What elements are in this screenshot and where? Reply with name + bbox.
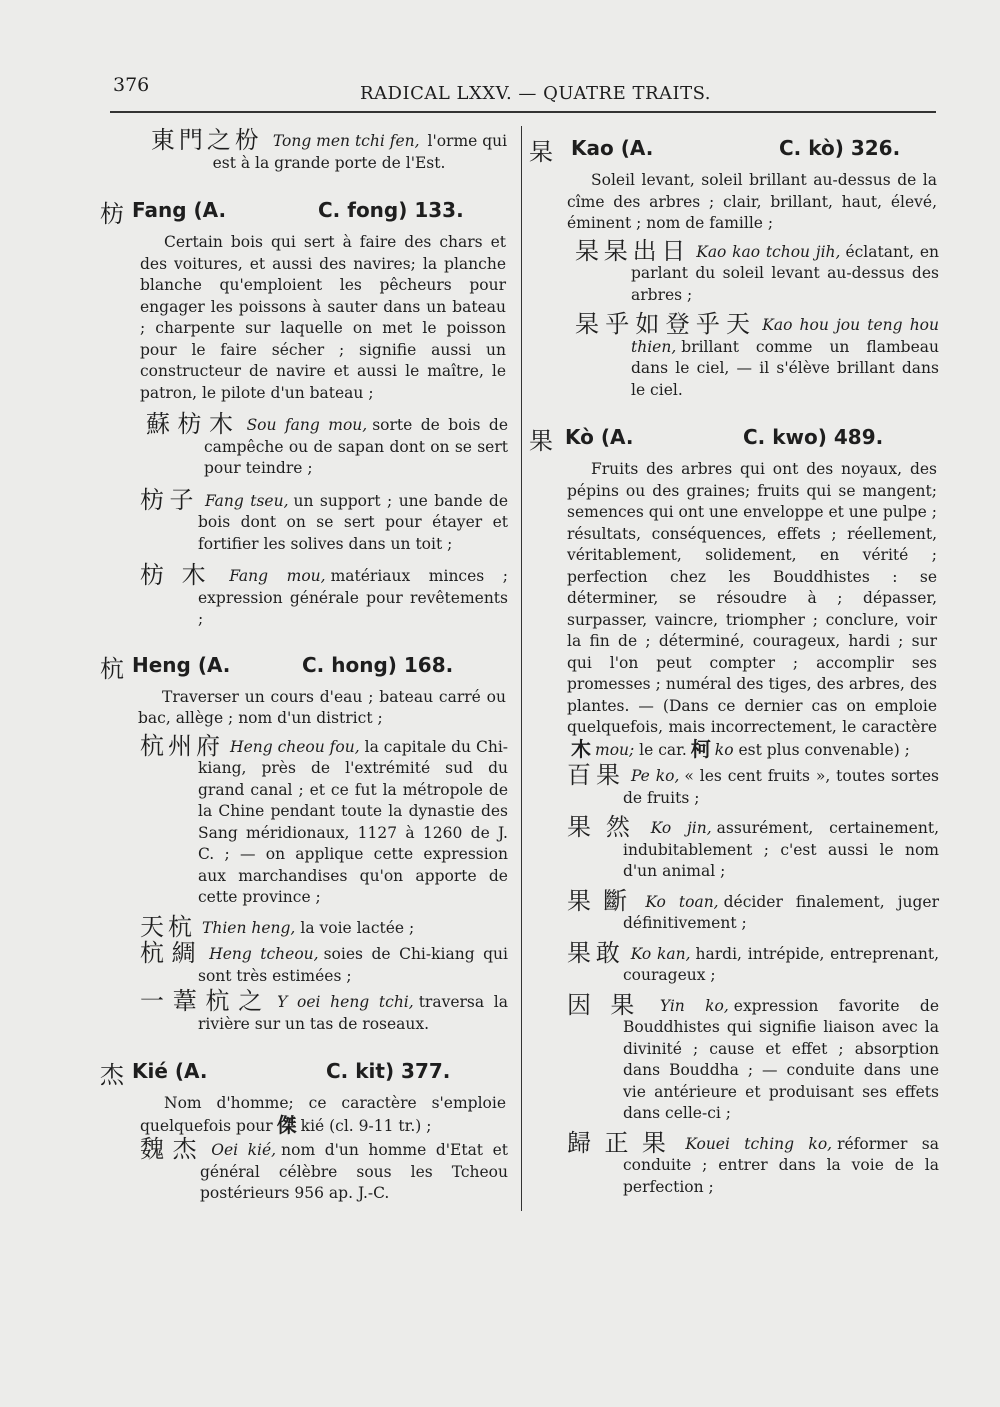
compound-chars: 百果 — [567, 761, 625, 789]
compound-chars: 杲杲出日 — [575, 236, 691, 265]
compound-entry — [529, 813, 939, 883]
transcription: Thien heng, — [202, 918, 296, 937]
gloss: hardi, intrépide, entreprenant, courageux ; — [623, 944, 940, 984]
headword-mandarin: Kao (A. — [571, 136, 654, 160]
compound-chars: 杭綢 — [140, 939, 204, 967]
inline-char: 柯 — [690, 736, 711, 761]
transcription: Fang tseu, — [204, 491, 289, 510]
right-column — [529, 128, 939, 1198]
transcription: Pe ko, — [630, 767, 680, 785]
headword-cantonese: C. hong) 168. — [302, 652, 454, 677]
compound-chars: 杭州府 — [140, 731, 225, 760]
compound-entry — [100, 912, 508, 941]
compound-chars: 蘇枋木 — [146, 410, 241, 438]
page-number: 376 — [113, 74, 150, 96]
headword-char: 枋 — [100, 200, 124, 228]
headword-mandarin: Kié (A. — [132, 1059, 208, 1083]
transcription: Ko jin, — [650, 819, 712, 837]
transcription: Tong men tchi fen, — [272, 132, 420, 150]
compound-chars: 杲乎如登乎天 — [575, 310, 757, 338]
definition: Traverser un cours d'eau ; bateau carré ou bac, allège ; nom d'un district ; — [138, 687, 506, 727]
compound-entry — [529, 886, 940, 935]
entry-heading — [100, 649, 508, 687]
compound-chars: 因果 — [567, 990, 654, 1019]
gloss: la voie lactée ; — [300, 918, 415, 937]
transcription: Yin ko, — [659, 996, 729, 1015]
compound-chars: 一葦杭之 — [140, 987, 272, 1015]
transcription: Heng tcheou, — [209, 945, 319, 963]
transcription: Heng cheou fou, — [230, 737, 360, 756]
entry-kao — [529, 132, 939, 401]
definition — [567, 459, 937, 761]
gloss: réformer sa conduite ; entrer dans la voie de la perfection ; — [623, 1134, 939, 1196]
headword-cantonese: C. kò) 326. — [779, 136, 901, 160]
headword-char: 杰 — [100, 1061, 124, 1089]
compound-entry — [529, 990, 939, 1125]
headword-mandarin: Heng (A. — [132, 652, 231, 677]
gloss: la capitale du Chi-kiang, près de l'extrémité sud du grand canal ; et ce fut la métropole de la Chine pendant toute la dynastie des Sang méridionaux, 1127 à 1260 de J. C. ; — on applique cette expression aux marchandises qu'on apporte de cette province ; — [198, 737, 509, 906]
gloss: un support ; une bande de bois dont on se sert pour étayer et fortifier les solives dans un toit ; — [198, 491, 508, 553]
transcription: Kao kao tchou jih, — [696, 242, 841, 261]
headword-char: 杭 — [100, 654, 124, 683]
transcription: Y oei heng tchi, — [277, 993, 414, 1011]
compound-entry — [529, 761, 940, 809]
transcription: Ko toan, — [645, 892, 719, 911]
running-title: RADICAL LXXV. — QUATRE TRAITS. — [360, 83, 712, 104]
transcription: Sou fang mou, — [246, 416, 368, 434]
definition-text: Nom d'homme; ce caractère s'emploie quelquefois pour — [140, 1094, 506, 1135]
definition — [140, 1093, 506, 1137]
compound-entry — [529, 938, 940, 987]
continued-entry — [150, 126, 508, 174]
compound-chars: 果然 — [567, 813, 645, 841]
entry-heading — [529, 421, 939, 459]
compound-chars: 天杭 — [140, 912, 196, 941]
header-rule — [110, 111, 936, 113]
gloss: nom d'un homme d'Etat et général célèbre sous les Tcheou postérieurs 956 ap. J.-C. — [200, 1141, 509, 1202]
inline-char: 傑 — [276, 1112, 297, 1137]
compound-chars: 東門之枌 — [150, 126, 263, 154]
definition: Soleil levant, soleil brillant au-dessus de la cîme des arbres ; clair, brillant, haut, élevé, éminent ; nom de famille ; — [567, 171, 937, 232]
headword-cantonese: C. kit) 377. — [326, 1059, 451, 1083]
entry-kie — [100, 1055, 508, 1205]
compound-entry — [100, 485, 508, 556]
compound-entry — [100, 1135, 509, 1205]
gloss: matériaux minces ; expression générale pour revêtements ; — [198, 567, 509, 628]
gloss: soies de Chi-kiang qui sont très estimées ; — [198, 945, 508, 985]
definition-text: Fruits des arbres qui ont des noyaux, des pépins ou des graines; fruits qui se mangent; semences qui ont une enveloppe et une pulpe ; résultats, conséquences, effets ; réellement, véritablement, solidement, en vérité ; perfection chez les Bouddhistes : se déterminer, se résoudre à ; dépasser, surpasser, vaincre, triompher ; conclure, voir la fin de ; déterminé, courageux, hardi ; sur qui l'on peut compter ; accomplir ses promesses ; numéral des tiges, des arbres, des plantes. — (Dans ce dernier cas on emploie quelquefois, mais incorrectement, le caractère — [567, 460, 937, 736]
gloss: éclatant, en parlant du soleil levant au-dessus des arbres ; — [631, 242, 940, 304]
headword-char: 杲 — [529, 138, 553, 166]
headword-char: 果 — [529, 427, 553, 455]
transcription: Oei kié, — [211, 1141, 277, 1159]
compound-entry — [100, 987, 509, 1035]
definition-text: est plus convenable) ; — [738, 740, 910, 759]
entry-heading — [100, 194, 508, 232]
compound-chars: 果敢 — [567, 938, 625, 967]
headword-cantonese: C. fong) 133. — [318, 198, 464, 222]
gloss: décider finalement, juger définitivement ; — [623, 892, 940, 932]
gloss: expression favorite de Bouddhistes qui signifie liaison avec la divinité ; cause et effet ; absorption dans Bouddha ; — conduite dans une vie antérieure et produisant ses effets dans celle-ci ; — [623, 996, 939, 1122]
inline-transcription: mou; — [595, 740, 635, 759]
compound-entry — [529, 236, 940, 307]
gloss: traversa la rivière sur un tas de roseaux. — [198, 993, 509, 1033]
compound-chars: 魏杰 — [140, 1135, 206, 1163]
compound-entry — [100, 939, 508, 987]
entry-fang — [100, 194, 508, 631]
definition: Certain bois qui sert à faire des chars et des voitures, et aussi des navires; la planche blanche qu'emploient les pêcheurs pour engager les poissons à sauter dans un bateau ; charpente sur laquelle on met le poisson pour le faire sécher ; signifie aussi un constructeur de navire et aussi le maître, le patron, le pilote d'un bateau ; — [140, 233, 506, 402]
compound-chars: 枋子 — [140, 485, 199, 514]
transcription: Fang mou, — [229, 567, 326, 585]
entry-heading — [100, 1055, 508, 1093]
inline-transcription: ko — [714, 740, 734, 759]
entry-ko — [529, 421, 939, 1198]
entry-heading — [529, 132, 939, 170]
column-divider — [521, 126, 522, 1211]
compound-entry — [100, 561, 509, 631]
gloss: sorte de bois de campêche ou de sapan dont on se sert pour teindre ; — [204, 416, 509, 477]
gloss: brillant comme un flambeau dans le ciel, — il s'élève brillant dans le ciel. — [631, 337, 939, 399]
transcription: Ko kan, — [630, 944, 691, 963]
transcription: Kouei tching ko, — [685, 1134, 833, 1153]
entry-heng — [100, 649, 508, 1036]
definition-text: kié (cl. 9-11 tr.) ; — [300, 1116, 432, 1135]
headword-mandarin: Kò (A. — [565, 425, 634, 449]
definition-text: le car. — [639, 740, 687, 759]
headword-cantonese: C. kwo) 489. — [743, 425, 884, 449]
compound-entry — [100, 731, 509, 909]
inline-char: 木 — [571, 736, 591, 761]
compound-entry — [529, 1128, 939, 1199]
compound-entry — [529, 310, 939, 401]
compound-chars: 枋木 — [140, 561, 224, 589]
headword-mandarin: Fang (A. — [132, 198, 227, 222]
gloss: assurément, certainement, indubitablement ; c'est aussi le nom d'un animal ; — [623, 819, 939, 880]
compound-entry — [100, 410, 509, 480]
gloss: l'orme qui est à la grande porte de l'Est. — [212, 132, 508, 172]
left-column — [100, 128, 508, 1205]
gloss: « les cent fruits », toutes sortes de fruits ; — [623, 767, 940, 807]
compound-chars: 果斷 — [567, 886, 640, 915]
compound-chars: 歸正果 — [567, 1128, 680, 1157]
transcription: Kao hou jou teng hou thien, — [631, 316, 939, 356]
